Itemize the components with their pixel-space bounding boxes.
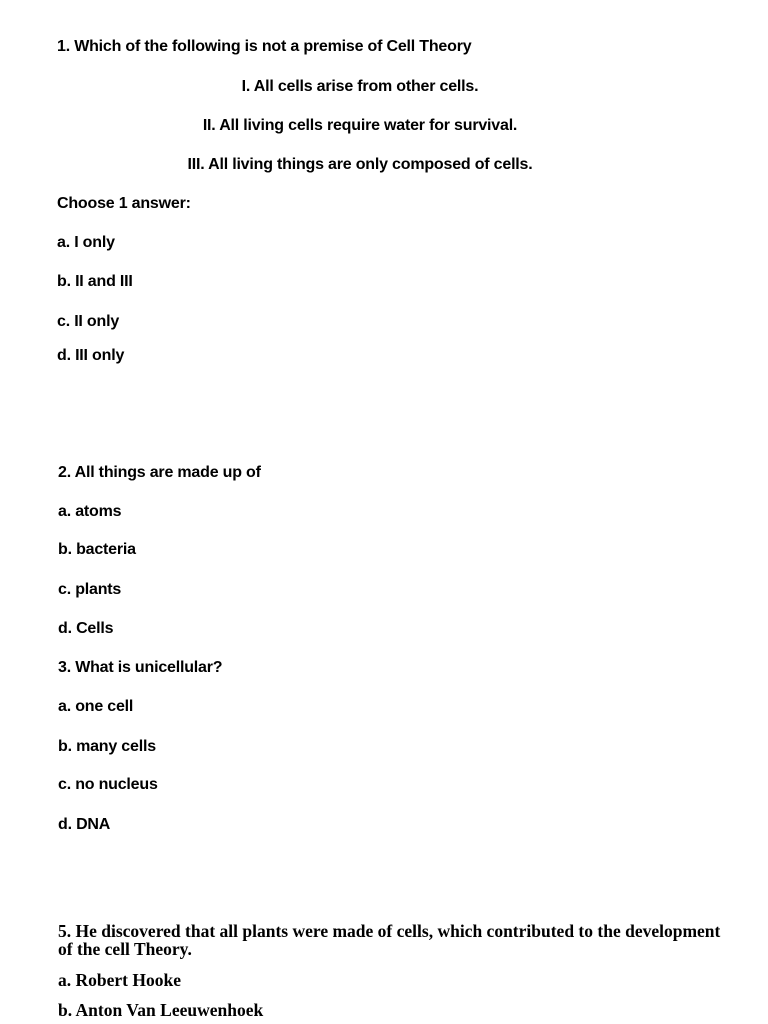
q5-option-b: b. Anton Van Leeuwenhoek <box>58 1000 264 1020</box>
q3-question: 3. What is unicellular? <box>58 659 223 676</box>
q5-question: 5. He discovered that all plants were made of cells, which contributed to the development of the cell Theory. <box>58 921 721 959</box>
q2-option-d: d. Cells <box>58 620 114 637</box>
q1-statement-3: III. All living things are only composed of cells. <box>187 156 533 173</box>
q1-option-d: d. III only <box>57 347 125 364</box>
q2-option-c: c. plants <box>58 581 122 598</box>
q1-option-c: c. II only <box>57 313 120 330</box>
q3-option-c: c. no nucleus <box>58 776 158 793</box>
q1-option-a: a. I only <box>57 234 115 251</box>
q2-question: 2. All things are made up of <box>58 464 261 481</box>
q5-option-a: a. Robert Hooke <box>58 970 181 990</box>
q2-option-b: b. bacteria <box>58 541 136 558</box>
q2-option-a: a. atoms <box>58 503 122 520</box>
q3-option-a: a. one cell <box>58 698 134 715</box>
q1-statement-2: II. All living cells require water for survival. <box>202 117 518 134</box>
q3-option-b: b. many cells <box>58 738 156 755</box>
q1-statement-1: I. All cells arise from other cells. <box>241 78 479 95</box>
q3-option-d: d. DNA <box>58 816 111 833</box>
q1-instruction: Choose 1 answer: <box>57 195 191 212</box>
q1-question: 1. Which of the following is not a premise of Cell Theory <box>57 38 472 55</box>
q1-option-b: b. II and III <box>57 273 133 290</box>
